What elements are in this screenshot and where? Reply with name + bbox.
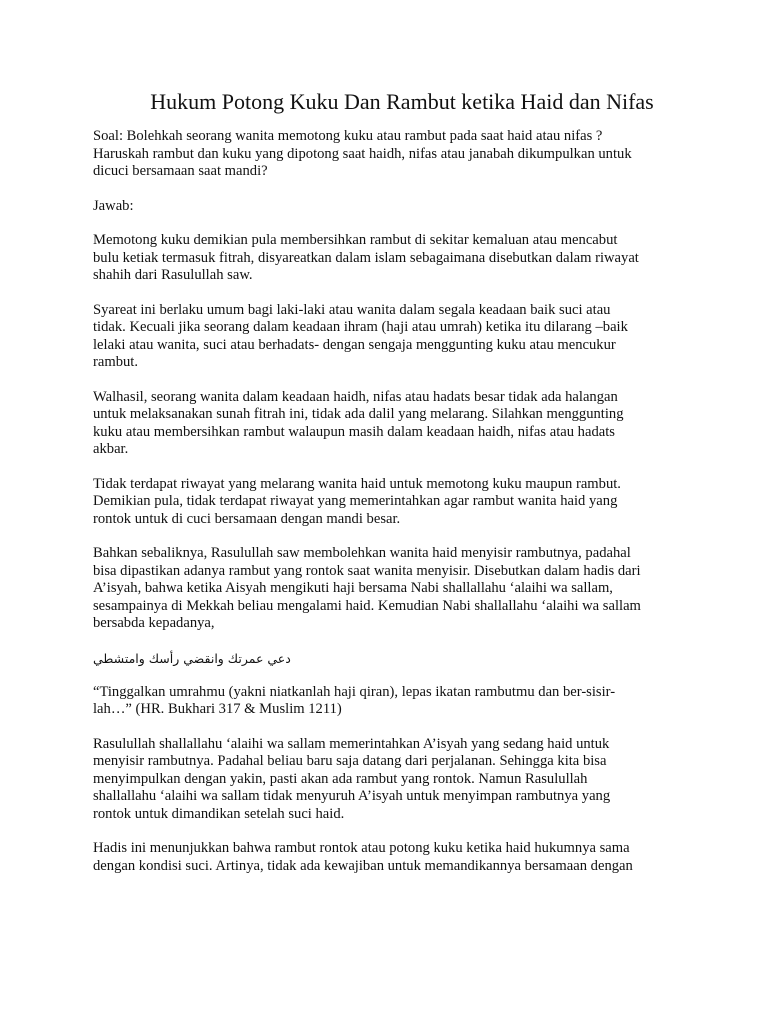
text-line: “Tinggalkan umrahmu (yakni niatkanlah haji qiran), lepas ikatan rambutmu dan ber-sisir-	[93, 683, 616, 700]
text-line: lelaki atau wanita, suci atau berhadats- dengan sengaja menggunting kuku atau mencukur	[93, 336, 616, 353]
text-line: bersabda kepadanya,	[93, 615, 215, 631]
paragraph-riwayat	[93, 476, 683, 529]
text-line: akbar.	[93, 441, 129, 457]
paragraph-question	[93, 128, 683, 181]
paragraph-hadis	[93, 840, 683, 875]
paragraph-bahkan	[93, 545, 683, 633]
text-line: sesampainya di Mekkah beliau mengalami haid. Kemudian Nabi shallallahu ‘alaihi wa sallam	[93, 597, 641, 614]
text-line: Rasulullah shallallahu ‘alaihi wa sallam memerintahkan A’isyah yang sedang haid untuk	[93, 735, 610, 752]
text-line: Tidak terdapat riwayat yang melarang wanita haid untuk memotong kuku maupun rambut.	[93, 475, 621, 492]
text-line: Bahkan sebaliknya, Rasulullah saw membolehkan wanita haid menyisir rambutnya, padahal	[93, 545, 631, 561]
text-line: shallallahu ‘alaihi wa sallam tidak menyuruh A’isyah untuk menyimpan rambutnya yang	[93, 788, 611, 804]
text-line: tidak. Kecuali jika seorang dalam keadaan ihram (haji atau umrah) ketika itu dilarang –baik	[93, 319, 628, 335]
text-line: rontok untuk dimandikan setelah suci haid.	[93, 805, 345, 822]
text-line: Syareat ini berlaku umum bagi laki-laki atau wanita dalam segala keadaan baik suci atau	[93, 301, 611, 318]
text-line: Walhasil, seorang wanita dalam keadaan haidh, nifas atau hadats besar tidak ada halangan	[93, 388, 618, 405]
text-line: rontok untuk di cuci bersamaan dengan mandi besar.	[93, 510, 401, 527]
paragraph-rasulullah	[93, 736, 683, 824]
text-line: Memotong kuku demikian pula membersihkan rambut di sekitar kemaluan atau mencabut	[93, 232, 618, 248]
paragraph-translation	[93, 684, 683, 719]
text-line: bisa dipastikan adanya rambut yang rontok saat wanita menyisir. Disebutkan dalam hadis dari	[93, 562, 641, 579]
text-line: kuku atau membersihkan rambut walaupun masih dalam keadaan haidh, nifas atau hadats	[93, 423, 615, 440]
paragraph-walhasil	[93, 389, 683, 459]
text-line: menyisir rambutnya. Padahal beliau baru saja datang dari perjalanan. Sehingga kita bisa	[93, 753, 607, 769]
text-line: lah…” (HR. Bukhari 317 & Muslim 1211)	[93, 701, 342, 717]
text-line: Jawab:	[93, 197, 134, 214]
text-line: rambut.	[93, 354, 138, 370]
text-line: A’isyah, bahwa ketika Aisyah mengikuti haji bersama Nabi shallallahu ‘alaihi wa sallam,	[93, 580, 613, 596]
text-line: Demikian pula, tidak terdapat riwayat yang memerintahkan agar rambut wanita haid yang	[93, 493, 618, 509]
paragraph-syareat	[93, 302, 683, 372]
paragraph-answer-label	[93, 198, 683, 216]
text-line: untuk melaksanakan sunah fitrah ini, tidak ada dalil yang melarang. Silahkan menggunting	[93, 406, 624, 422]
document-title: Hukum Potong Kuku Dan Rambut ketika Haid dan Nifas	[150, 89, 654, 114]
text-line: menyimpulkan dengan yakin, pasti akan ada rambut yang rontok. Namun Rasulullah	[93, 770, 588, 787]
text-line: Hadis ini menunjukkan bahwa rambut rontok atau potong kuku ketika haid hukumnya sama	[93, 840, 630, 856]
document-body	[93, 128, 683, 892]
text-line: Haruskah rambut dan kuku yang dipotong saat haidh, nifas atau janabah dikumpulkan untuk	[93, 145, 632, 162]
text-line: dengan kondisi suci. Artinya, tidak ada kewajiban untuk memandikannya bersamaan dengan	[93, 857, 633, 874]
text-line: shahih dari Rasulullah saw.	[93, 267, 253, 283]
text-line: dicuci bersamaan saat mandi?	[93, 163, 268, 179]
paragraph-fitrah	[93, 232, 683, 285]
arabic-quote: دعي عمرتك وانقضي رأسك وامتشطي	[93, 650, 291, 666]
text-line: bulu ketiak termasuk fitrah, disyareatkan dalam islam sebagaimana disebutkan dalam riwayat	[93, 249, 639, 266]
text-line: Soal: Bolehkah seorang wanita memotong kuku atau rambut pada saat haid atau nifas ?	[93, 128, 603, 144]
